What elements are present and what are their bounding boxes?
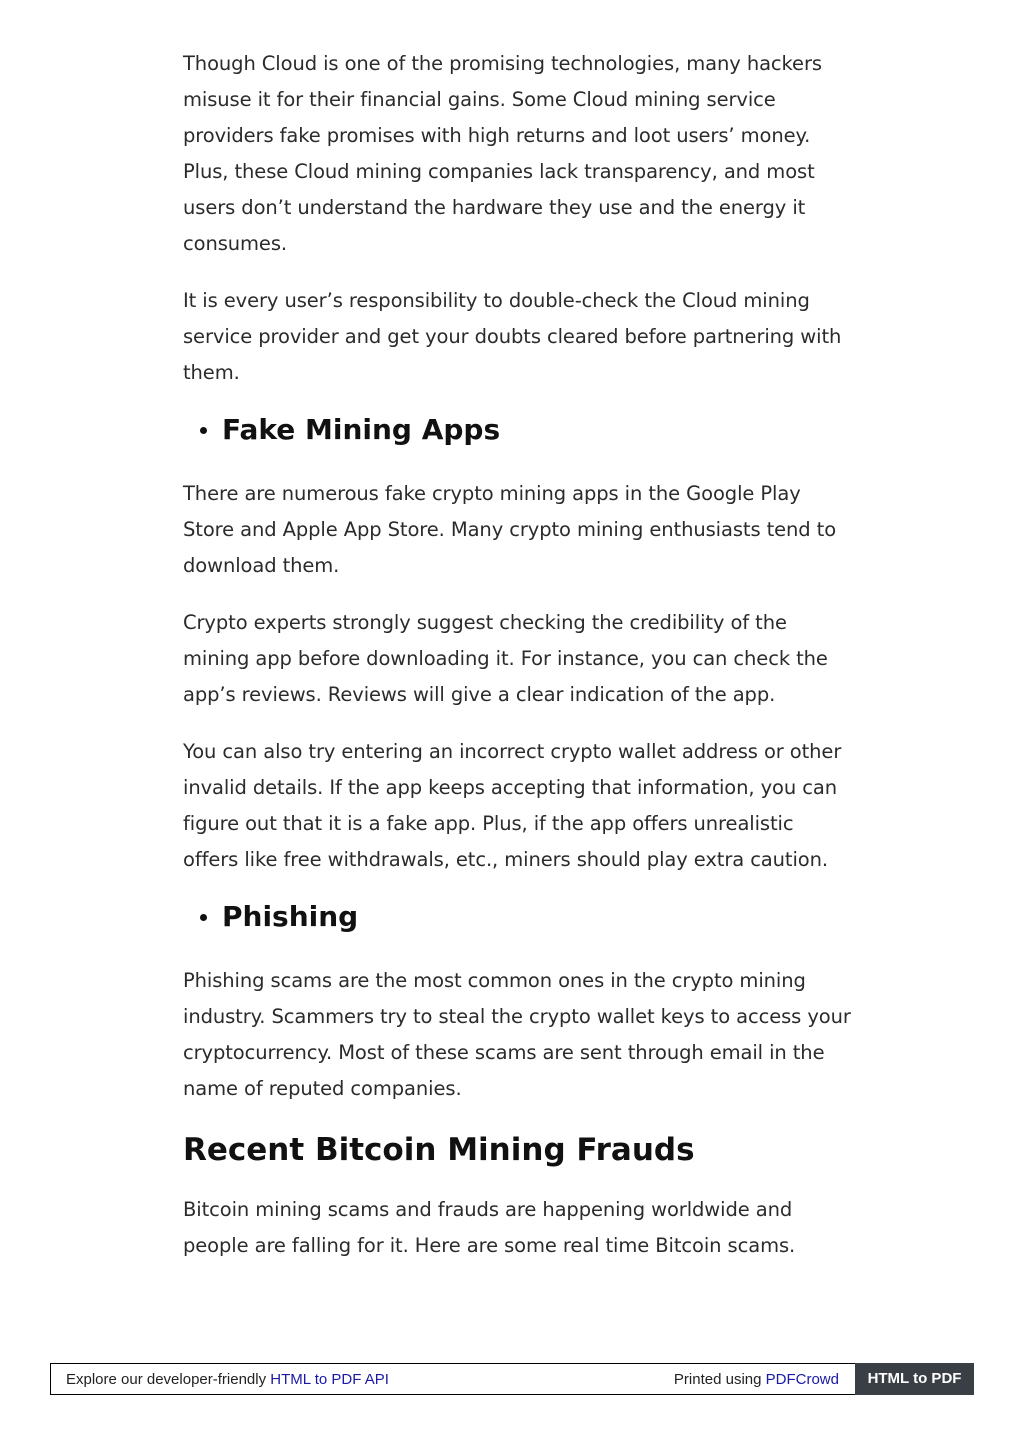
heading-recent-frauds: Recent Bitcoin Mining Frauds: [183, 1132, 695, 1168]
footer-printed: [674, 1371, 839, 1388]
heading-phishing-label: Phishing: [222, 900, 359, 933]
bullet-icon: [200, 914, 207, 921]
heading-fake-mining-apps-label: Fake Mining Apps: [222, 413, 501, 446]
pdfcrowd-link[interactable]: PDFCrowd: [765, 1371, 839, 1388]
heading-fake-mining-apps: [183, 412, 853, 448]
paragraph-check-credibility: Crypto experts strongly suggest checking the credibility of the mining app before downloading it. For instance, you can check the app’s reviews. Reviews will give a clear indication of the app.: [183, 611, 828, 706]
pdf-footer-bar: [50, 1363, 974, 1395]
paragraph-invalid-details: You can also try entering an incorrect crypto wallet address or other invalid details. If the app keeps accepting that information, you can figure out that it is a fake app. Plus, if the app offers unrealistic offers like free withdrawals, etc., miners should play extra caution.: [183, 740, 842, 871]
paragraph-phishing: Phishing scams are the most common ones in the crypto mining industry. Scammers try to steal the crypto wallet keys to access your cryptocurrency. Most of these scams are sent through email in the name of reputed companies.: [183, 969, 851, 1100]
paragraph-fake-apps-intro: There are numerous fake crypto mining apps in the Google Play Store and Apple App Store. Many crypto mining enthusiasts tend to download them.: [183, 482, 837, 577]
html-to-pdf-api-link[interactable]: HTML to PDF API: [270, 1371, 389, 1388]
footer-explore-text: Explore our developer-friendly: [66, 1371, 271, 1388]
paragraph-cloud-risks: Though Cloud is one of the promising technologies, many hackers misuse it for their financial gains. Some Cloud mining service providers fake promises with high returns and loot users’ money. Plus, these Cloud mining companies lack transparency, and most users don’t understand the hardware they use and the energy it consumes.: [183, 52, 822, 255]
heading-phishing: [183, 899, 853, 935]
paragraph-recent-frauds: Bitcoin mining scams and frauds are happening worldwide and people are falling for it. Here are some real time Bitcoin scams.: [183, 1198, 796, 1257]
footer-printed-text: Printed using: [673, 1371, 766, 1388]
paragraph-user-responsibility: It is every user’s responsibility to double-check the Cloud mining service provider and get your doubts cleared before partnering with them.: [183, 289, 842, 384]
footer-explore: [66, 1371, 389, 1388]
html-to-pdf-badge[interactable]: HTML to PDF: [855, 1363, 974, 1395]
bullet-icon: [200, 427, 207, 434]
article-body: [183, 46, 853, 1285]
